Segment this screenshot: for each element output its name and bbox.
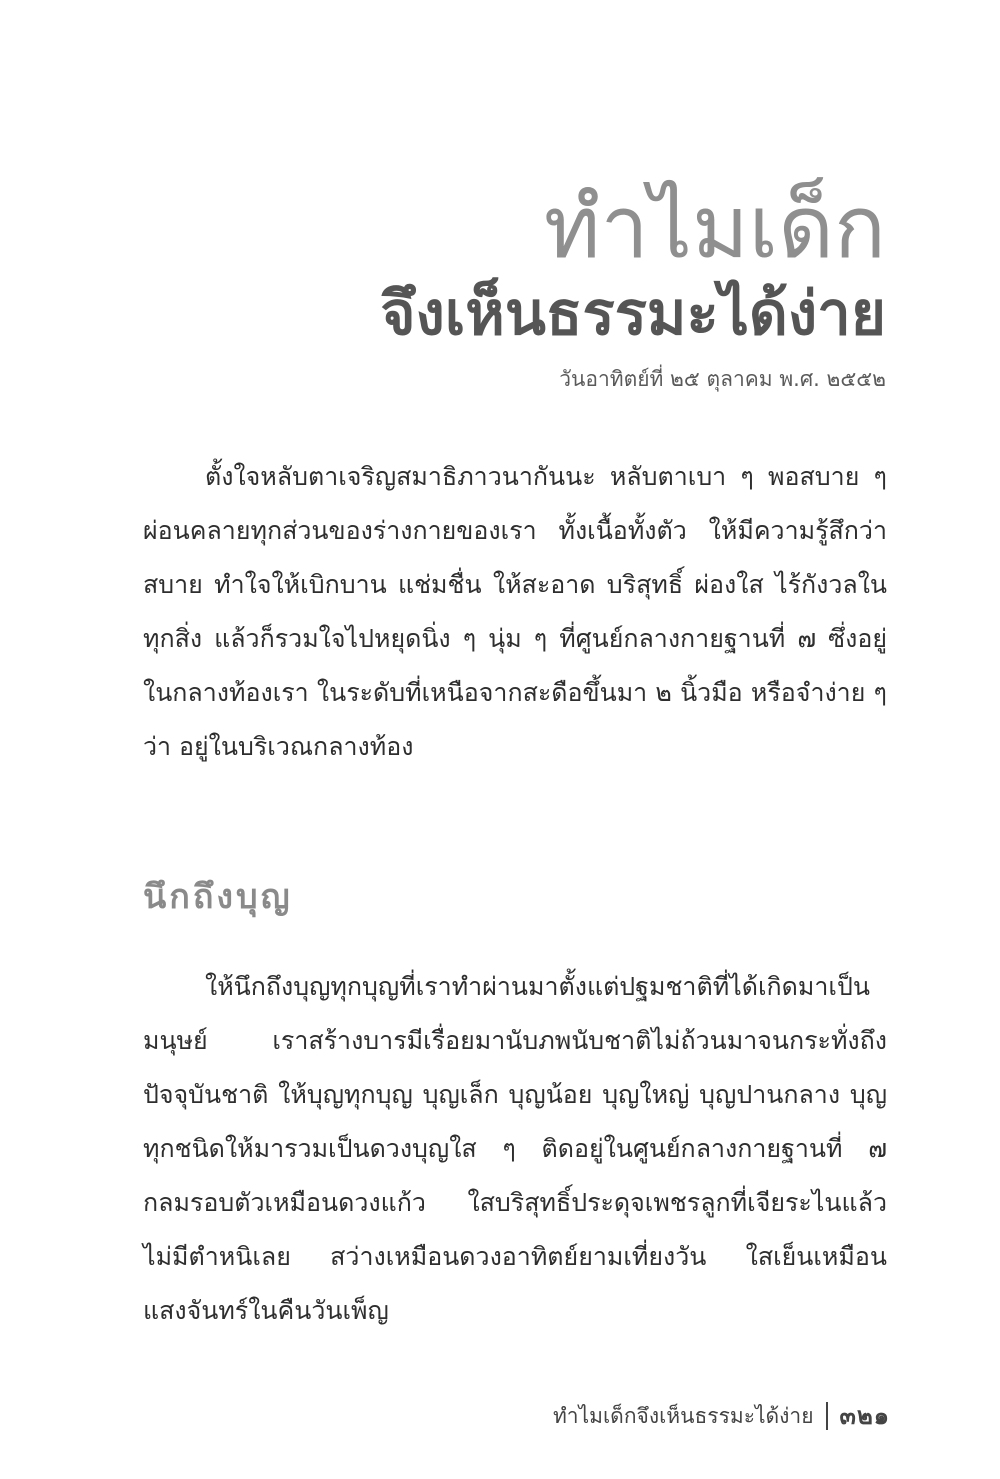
page-title-line-2: จึงเห็นธรรมะได้ง่าย — [380, 279, 886, 349]
page-title-line-1: ทำไมเด็ก — [543, 178, 886, 278]
footer-running-title: ทำไมเด็กจึงเห็นธรรมะได้ง่าย — [552, 1404, 814, 1428]
date-line: วันอาทิตย์ที่ ๒๕ ตุลาคม พ.ศ. ๒๕๕๒ — [559, 367, 886, 391]
body-paragraph-2: ให้นึกถึงบุญทุกบุญที่เราทำผ่านมาตั้งแต่ปฐมชาติที่ได้เกิดมาเป็นมนุษย์ เราสร้างบารมีเรื่อยมานับภพนับชาติไม่ถ้วนมาจนกระทั่งถึงปัจจุบันชาติ ให้บุญทุกบุญ บุญเล็ก บุญน้อย บุญใหญ่ บุญปานกลาง บุญทุกชนิดให้มารวมเป็นดวงบุญใส ๆ ติดอยู่ในศูนย์กลางกายฐานที่ ๗ กลมรอบตัวเหมือนดวงแก้ว ใสบริสุทธิ์ประดุจเพชรลูกที่เจียระไนแล้วไม่มีตำหนิเลย สว่างเหมือนดวงอาทิตย์ยามเที่ยงวัน ใสเย็นเหมือนแสงจันทร์ในคืนวันเพ็ญ — [143, 972, 887, 1325]
footer-divider — [826, 1402, 828, 1430]
section-heading: นึกถึงบุญ — [143, 877, 293, 917]
page-footer — [553, 1398, 890, 1434]
body-paragraph-1: ตั้งใจหลับตาเจริญสมาธิภาวนากันนะ หลับตาเบา ๆ พอสบาย ๆ ผ่อนคลายทุกส่วนของร่างกายของเรา ทั้งเนื้อทั้งตัว ให้มีความรู้สึกว่าสบาย ทำใจให้เบิกบาน แช่มชื่น ให้สะอาด บริสุทธิ์ ผ่องใส ไร้กังวลในทุกสิ่ง แล้วก็รวมใจไปหยุดนิ่ง ๆ นุ่ม ๆ ที่ศูนย์กลางกายฐานที่ ๗ ซึ่งอยู่ในกลางท้องเรา ในระดับที่เหนือจากสะดือขึ้นมา ๒ นิ้วมือ หรือจำง่าย ๆ ว่า อยู่ในบริเวณกลางท้อง — [143, 462, 887, 761]
page-number: ๓๒๑ — [839, 1402, 890, 1430]
